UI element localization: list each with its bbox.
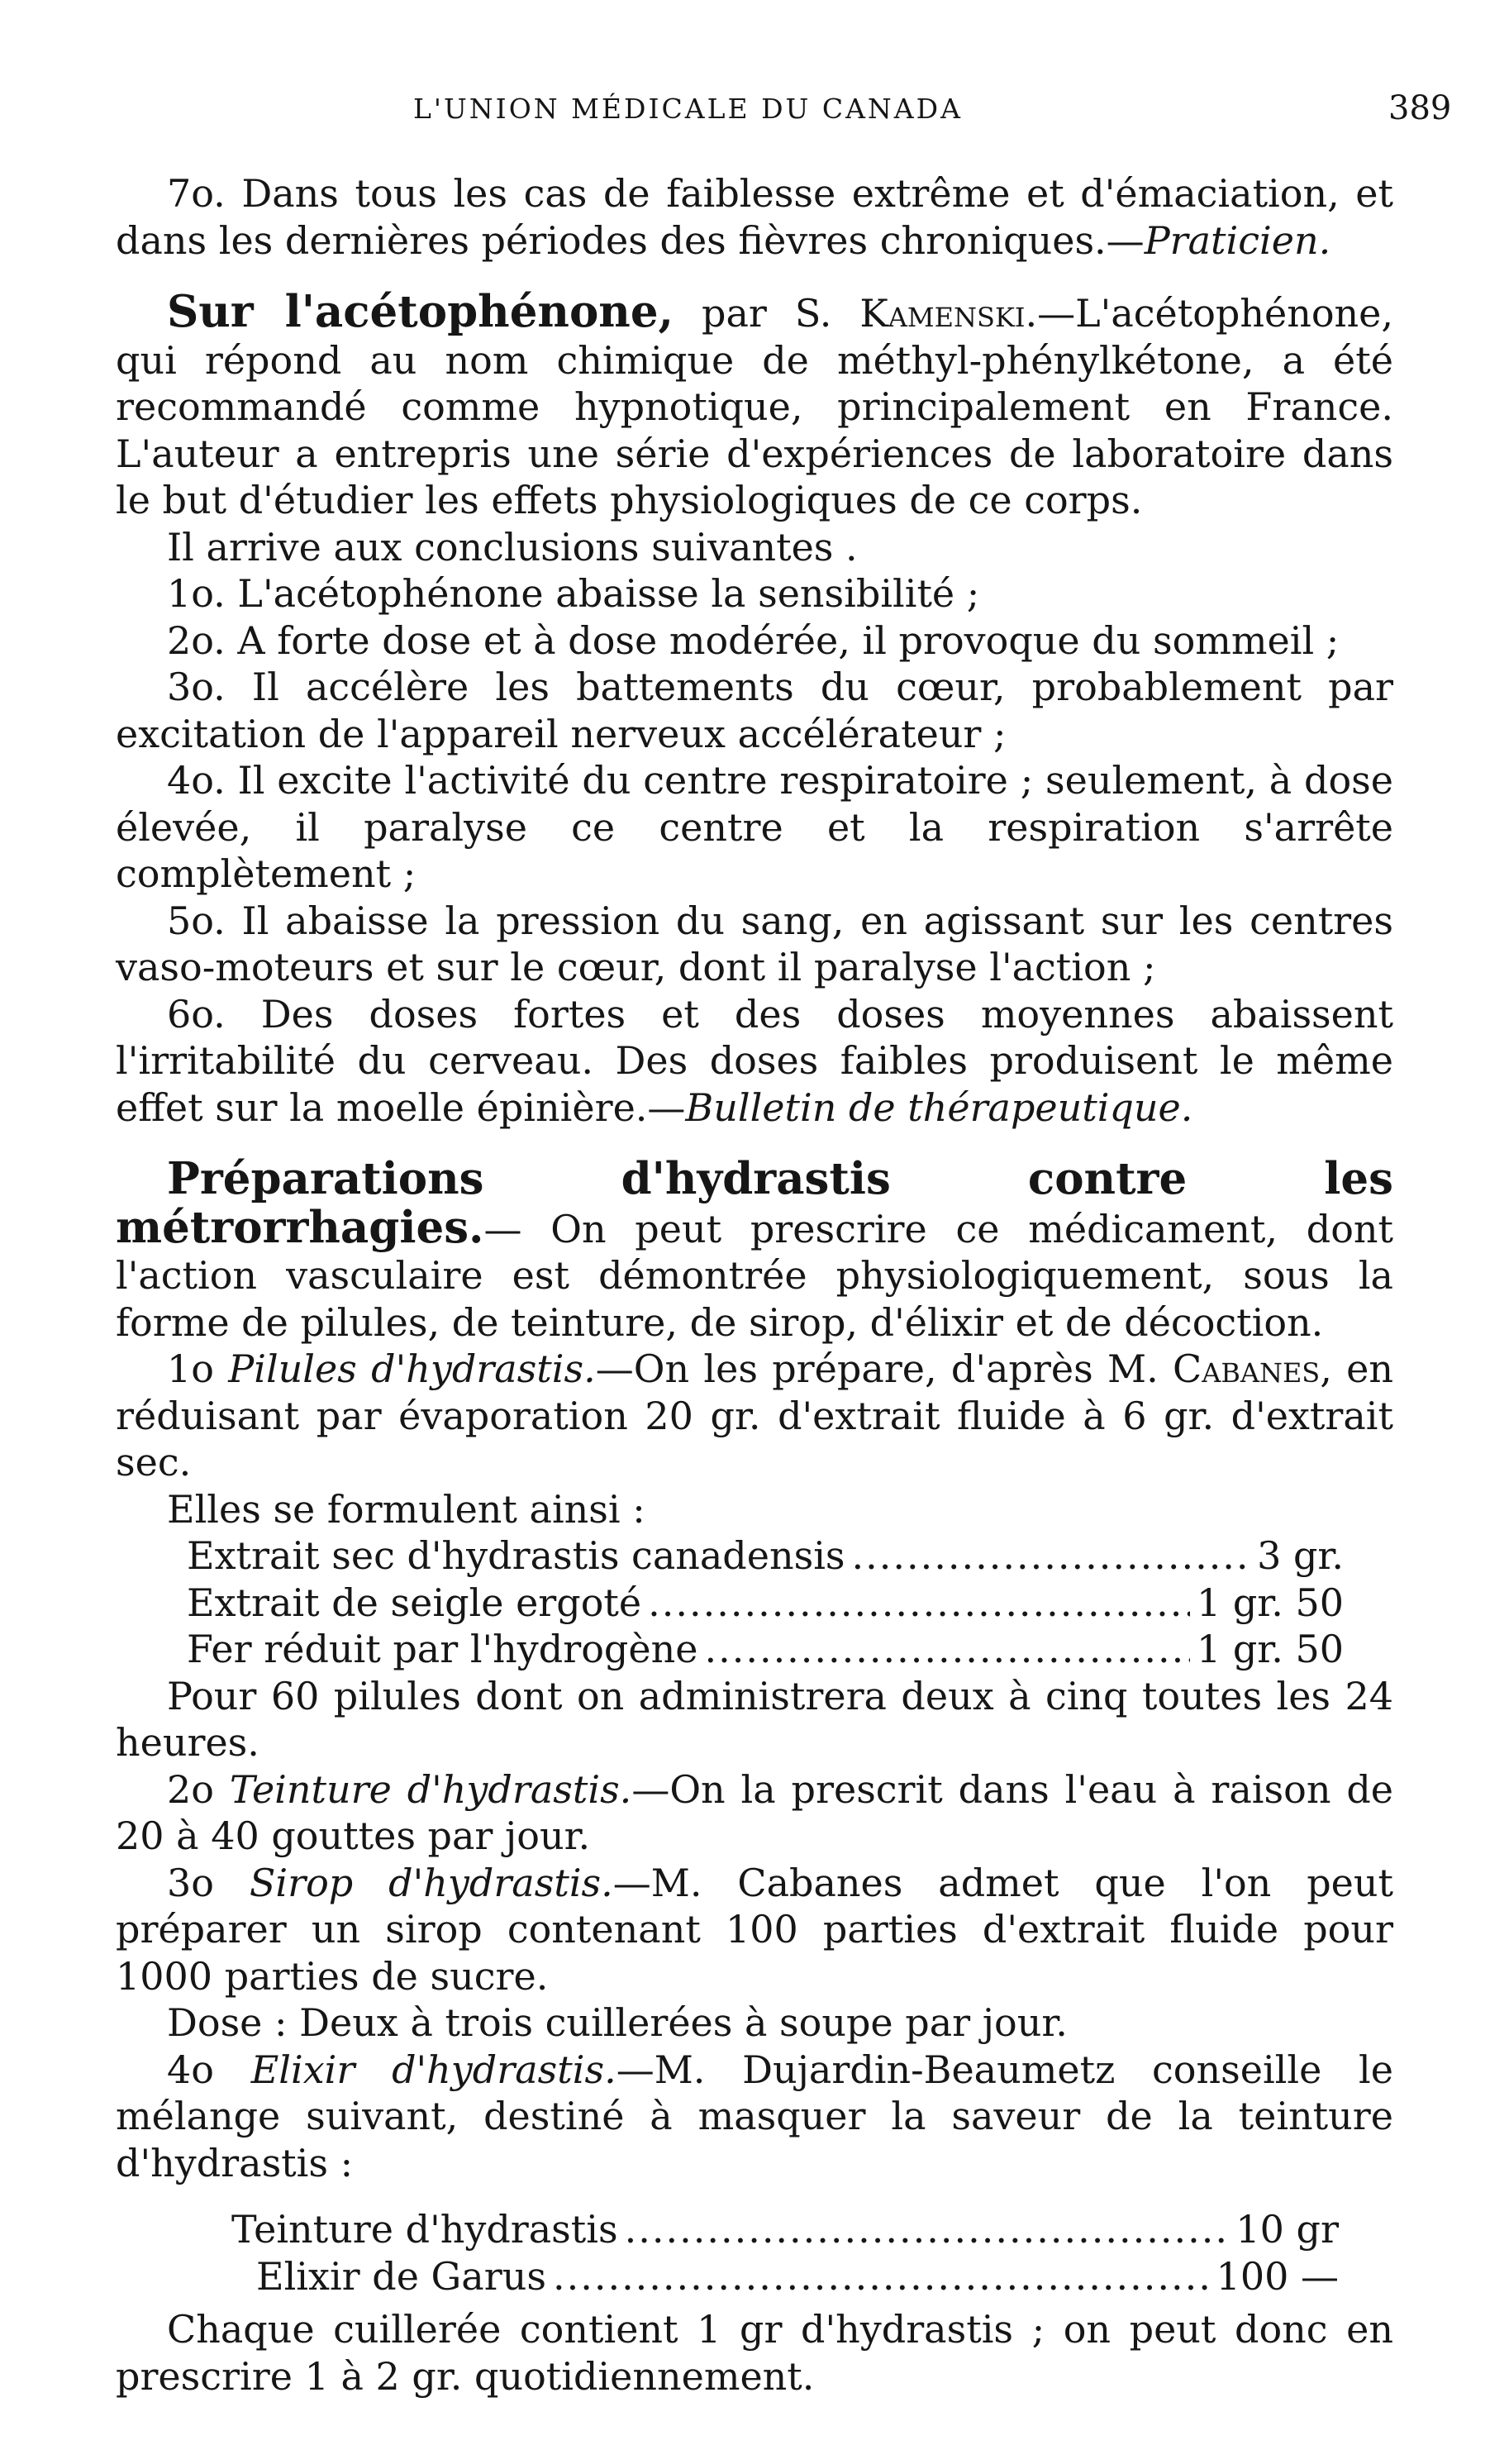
paragraph-item-7: 7o. Dans tous les cas de faiblesse extrême et d'émaciation, et dans les dernières périodes des fièvres chroniques.—Praticien. [116, 171, 1393, 263]
conclusion-paragraph: Chaque cuillerée contient 1 gr d'hydrastis ; on peut donc en prescrire 1 à 2 gr. quotidiennement. [116, 2307, 1393, 2399]
list-item: 2o. A forte dose et à dose modérée, il provoque du sommeil ; [167, 617, 1340, 663]
section-heading: Préparations d'hydrastis contre les métrorrhagies. [116, 1153, 1393, 1253]
sirop-paragraph: 3o Sirop d'hydrastis.—M. Cabanes admet que l'on peut préparer un sirop contenant 100 parties d'extrait fluide pour 1000 parties de sucre. [116, 1860, 1393, 1999]
conclusions-intro: Il arrive aux conclusions suivantes . [167, 524, 858, 570]
section-heading: Sur l'acétophénone, [167, 286, 674, 337]
recipe-line: Fer réduit par l'hydrogène ..... 1 gr. 50 [187, 1626, 1344, 1673]
section-hydrastis: Préparations d'hydrastis contre les métrorrhagies.— On peut prescrire ce médicament, dont l'action vasculaire est démontrée physiologiquement, sous la forme de pilules, de teinture, de sirop, d'élixir et de décoction. [116, 1153, 1393, 1345]
recipe-elixir [116, 2206, 1393, 2300]
teinture-paragraph: 2o Teinture d'hydrastis.—On la prescrit dans l'eau à raison de 20 à 40 gouttes par jour. [116, 1766, 1393, 1858]
author-name: Cabanes [1173, 1346, 1321, 1391]
section-acetophenone: Sur l'acétophénone, par S. Kamenski.—L'acétophénone, qui répond au nom chimique de méthyl-phénylkétone, a été recommandé comme hypnotique, principalement en France. L'auteur a entrepris une série d'expériences de laboratoire dans le but d'étudier les effets physiologiques de ce corps. [116, 286, 1393, 522]
recipe-line: Teinture d'hydrastis ..... 10 gr [231, 2206, 1339, 2253]
elixir-paragraph: 4o Elixir d'hydrastis.—M. Dujardin-Beaumetz conseille le mélange suivant, destiné à masquer la saveur de la teinture d'hydrastis : [116, 2047, 1393, 2185]
page-number: 389 [1388, 89, 1452, 127]
sirop-dose: Dose : Deux à trois cuillerées à soupe par jour. [167, 2000, 1068, 2045]
list-item: 1o. L'acétophénone abaisse la sensibilité ; [167, 571, 980, 616]
list-item: 3o. Il accélère les battements du cœur, probablement par excitation de l'appareil nerveux accélérateur ; [116, 665, 1393, 756]
author-name: Kamenski [859, 291, 1026, 336]
list-item: 5o. Il abaisse la pression du sang, en agissant sur les centres vaso-moteurs et sur le cœur, dont il paralyse l'action ; [116, 898, 1393, 989]
formula-intro: Elles se formulent ainsi : [167, 1486, 645, 1532]
article-body [116, 170, 1393, 2400]
recipe-line: Extrait sec d'hydrastis canadensis ..... 3 gr. [187, 1532, 1344, 1580]
list-item: 6o. Des doses fortes et des doses moyennes abaissent l'irritabilité du cerveau. Des doses faibles produisent le même effet sur la moelle épinière.—Bulletin de thérapeutique. [116, 991, 1393, 1130]
recipe-line: Extrait de seigle ergoté ..... 1 gr. 50 [187, 1580, 1344, 1627]
source-citation: Bulletin de thérapeutique. [685, 1084, 1193, 1130]
pilules-paragraph: 1o Pilules d'hydrastis.—On les prépare, d'après M. Cabanes, en réduisant par évaporation 20 gr. d'extrait fluide à 6 gr. d'extrait sec. [116, 1346, 1394, 1485]
recipe-pilules [116, 1532, 1393, 1673]
running-header: L'UNION MÉDICALE DU CANADA [413, 93, 963, 125]
list-item: 4o. Il excite l'activité du centre respiratoire ; seulement, à dose élevée, il paralyse ce centre et la respiration s'arrête complètement ; [116, 758, 1393, 896]
recipe-line: Elixir de Garus ..... 100 — [256, 2253, 1339, 2300]
source-citation: Praticien. [1144, 217, 1331, 263]
pilules-dose: Pour 60 pilules dont on administrera deux à cinq toutes les 24 heures. [116, 1673, 1393, 1765]
